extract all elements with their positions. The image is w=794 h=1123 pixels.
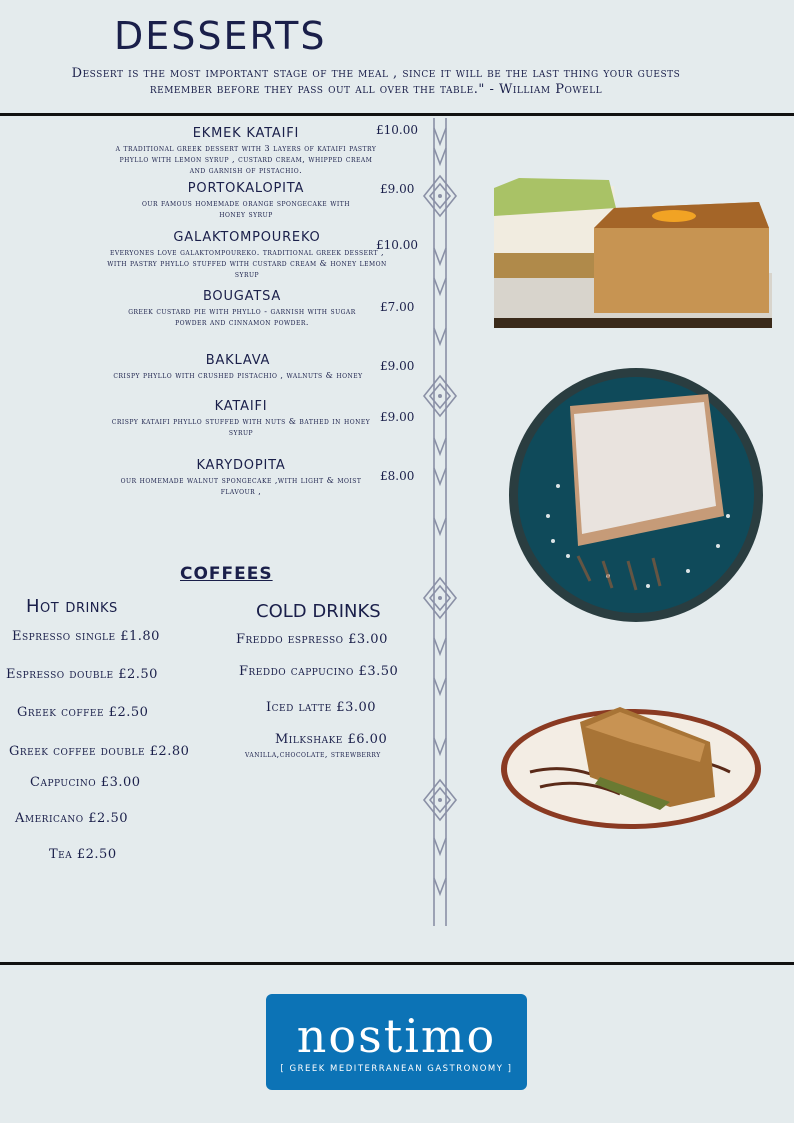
hot-drink-item: Americano £2.50: [15, 811, 128, 826]
dessert-desc: a traditional greek dessert with 3 layers of kataifi pastry phyllo with lemon syrup , custard cream, whipped cream and garnish of pistachio.: [115, 144, 377, 175]
logo-tagline: [ GREEK MEDITERRANEAN GASTRONOMY ]: [280, 1064, 513, 1074]
dessert-item: [96, 399, 386, 438]
dessert-item: [92, 289, 392, 328]
coffees-title: COFFEES: [180, 564, 273, 584]
hot-drinks-title: Hot drinks: [26, 596, 118, 617]
dessert-price: £9.00: [380, 182, 415, 196]
dessert-item: [86, 353, 390, 381]
dessert-desc: greek custard pie with phyllo - garnish with sugar powder and cinnamon powder.: [128, 307, 356, 327]
dessert-price: £8.00: [380, 469, 415, 483]
baklava-photo: [500, 702, 762, 832]
dessert-price: £9.00: [380, 410, 415, 424]
dessert-item: [92, 230, 402, 280]
cold-drink-item: Freddo cappucino £3.50: [239, 664, 399, 679]
quote-line-1: Dessert is the most important stage of the meal , since it will be the last thing your guests: [71, 66, 681, 81]
cold-drink-item: Iced latte £3.00: [266, 700, 377, 715]
dessert-name: BOUGATSA: [202, 289, 282, 304]
dessert-name: BAKLAVA: [205, 353, 271, 368]
hot-drink-item: Tea £2.50: [49, 847, 117, 862]
top-divider: [0, 113, 794, 116]
quote-line-2: remember before they pass out all over the table." - William Powell: [149, 82, 603, 97]
hot-drink-item: Greek coffee £2.50: [17, 705, 149, 720]
logo-word: nostimo: [296, 1009, 497, 1063]
cold-drink-item: Milkshake £6.00: [275, 732, 388, 747]
dessert-name: KATAIFI: [214, 399, 268, 414]
dessert-name: PORTOKALOPITA: [187, 181, 305, 196]
nostimo-logo: [266, 994, 527, 1090]
milkshake-flavours: vanilla,chocolate, strewberry: [245, 750, 381, 759]
dessert-desc: everyones love galaktompoureko. traditional greek dessert , with pastry phyllo stuffed with custard cream & honey lemon syrup: [107, 248, 387, 279]
dessert-desc: crispy kataifi phyllo stuffed with nuts & bathed in honey syrup: [111, 417, 371, 437]
dessert-price: £10.00: [376, 123, 418, 137]
hot-drink-item: Greek coffee double £2.80: [9, 744, 190, 759]
dessert-name: EKMEK KATAIFI: [192, 126, 300, 141]
hot-drink-item: Espresso double £2.50: [6, 667, 158, 682]
dessert-item: [96, 181, 396, 220]
page-title: DESSERTS: [114, 14, 327, 58]
dessert-item: [96, 458, 386, 497]
dessert-name: KARYDOPITA: [196, 458, 286, 473]
hot-drink-item: Espresso single £1.80: [12, 629, 160, 644]
bottom-divider: [0, 962, 794, 965]
dessert-price: £9.00: [380, 359, 415, 373]
dessert-desc: our famous homemade orange spongecake with honey syrup: [142, 199, 350, 219]
dessert-name: GALAKTOMPOUREKO: [173, 230, 321, 245]
portokalopita-photo: [494, 178, 772, 328]
bougatsa-photo: [508, 366, 764, 624]
dessert-desc: crispy phyllo with crushed pistachio , walnuts & honey: [113, 371, 363, 380]
dessert-price: £7.00: [380, 300, 415, 314]
cold-drinks-title: COLD DRINKS: [256, 601, 381, 622]
dessert-item: [96, 126, 396, 176]
cold-drink-item: Freddo espresso £3.00: [236, 632, 388, 647]
quote: [20, 66, 732, 98]
dessert-price: £10.00: [376, 238, 418, 252]
ornament-divider: [422, 118, 458, 928]
hot-drink-item: Cappucino £3.00: [30, 775, 141, 790]
dessert-desc: our homemade walnut spongecake ,with light & moist flavour ,: [120, 476, 362, 496]
